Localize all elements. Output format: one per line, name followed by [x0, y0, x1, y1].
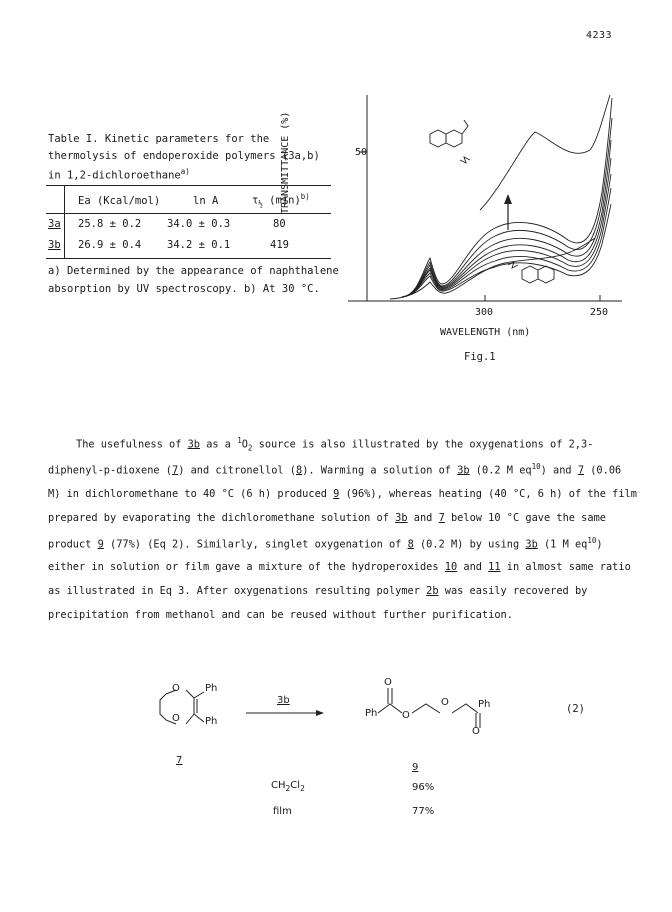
table-caption-line3: in 1,2-dichloroethane$^{a)}$	[48, 167, 190, 182]
table-header-ea: Ea (Kcal/mol)	[78, 195, 161, 207]
table-cell-ea: 25.8 ± 0.2	[78, 218, 142, 230]
y-axis-label: TRANSMITTANCE (%)	[280, 111, 291, 214]
table-rule-bottom	[46, 258, 331, 259]
compound-label-9: 9	[412, 762, 419, 773]
x-tick-300: 300	[475, 307, 494, 318]
paragraph-line-3: M) in dichloromethane to 40 °C (6 h) produced 9 (96%), whereas heating (40 °C, 6 h) of the film	[48, 488, 637, 500]
substituent-ph-top: Ph	[205, 683, 218, 694]
uv-spectrum-figure	[330, 90, 630, 315]
paragraph-line-7: as illustrated in Eq 3. After oxygenations resulting polymer 2b was easily recovered by	[48, 585, 588, 597]
atom-o-carbonyl-right: O	[472, 726, 480, 737]
table-footnote-line1: a) Determined by the appearance of naphthalene	[48, 265, 339, 277]
table-cell-tau: 419	[270, 239, 289, 251]
table-footnote-line2: absorption by UV spectroscopy. b) At 30 °C.	[48, 283, 320, 295]
table-row-label: 3a	[48, 218, 61, 230]
table-rule-vertical	[64, 186, 65, 258]
x-axis-label: WAVELENGTH (nm)	[440, 327, 531, 338]
table-cell-lna: 34.0 ± 0.3	[167, 218, 231, 230]
paragraph-line-4: prepared by evaporating the dichloromethane solution of 3b and 7 below 10 °C gave the same	[48, 512, 606, 524]
compound-label-7: 7	[176, 755, 183, 766]
table-caption-line1: Table I. Kinetic parameters for the	[48, 133, 270, 145]
paragraph-line-6: either in solution or film gave a mixture of the hydroperoxides 10 and 11 in almost same ratio	[48, 561, 631, 573]
atom-o-ester-right: O	[441, 697, 449, 708]
paragraph-line-8: precipitation from methanol and can be reused without further purification.	[48, 609, 513, 621]
table-cell-ea: 26.9 ± 0.4	[78, 239, 142, 251]
paragraph-line-2: diphenyl-p-dioxene (7) and citronellol (8). Warming a solution of 3b (0.2 M $eq^{10}$) and 7 (0.06	[48, 462, 622, 477]
table-header-tau: $\tau_{\frac{1}{2}}$ $(\min)^{b)}$	[252, 192, 310, 209]
yield-solution: 96%	[412, 782, 435, 793]
atom-o-ring-bottom: O	[172, 713, 180, 724]
x-tick-250: 250	[590, 307, 609, 318]
reagent-label: 3b	[277, 695, 290, 706]
paragraph-line-5: product 9 (77%) (Eq 2). Similarly, singlet oxygenation of 8 (0.2 M) by using 3b (1 M $eq^{10}$)	[48, 536, 603, 551]
table-cell-tau: 80	[273, 218, 286, 230]
table-row-label: 3b	[48, 239, 61, 251]
figure-caption: Fig.1	[464, 351, 496, 363]
table-cell-lna: 34.2 ± 0.1	[167, 239, 231, 251]
yield-film: 77%	[412, 806, 435, 817]
table-caption-line2: thermolysis of endoperoxide polymers (3a,b)	[48, 150, 320, 162]
condition-solvent: $CH_2Cl_2$	[271, 780, 305, 793]
equation-number: (2)	[566, 703, 585, 715]
substituent-ph-right: Ph	[478, 699, 491, 710]
atom-o-ester-left: O	[402, 710, 410, 721]
y-tick-50: 50	[355, 147, 368, 158]
paragraph-line-1: The usefulness of 3b as a $^1O_2$ source is also illustrated by the oxygenations of 2,3-	[76, 436, 594, 453]
substituent-ph-bottom: Ph	[205, 716, 218, 727]
atom-o-ring-top: O	[172, 683, 180, 694]
substituent-ph-left: Ph	[365, 708, 378, 719]
table-header-lna: ln A	[193, 195, 219, 207]
page-number: 4233	[586, 30, 613, 41]
atom-o-carbonyl-left: O	[384, 677, 392, 688]
condition-film: film	[273, 806, 292, 817]
